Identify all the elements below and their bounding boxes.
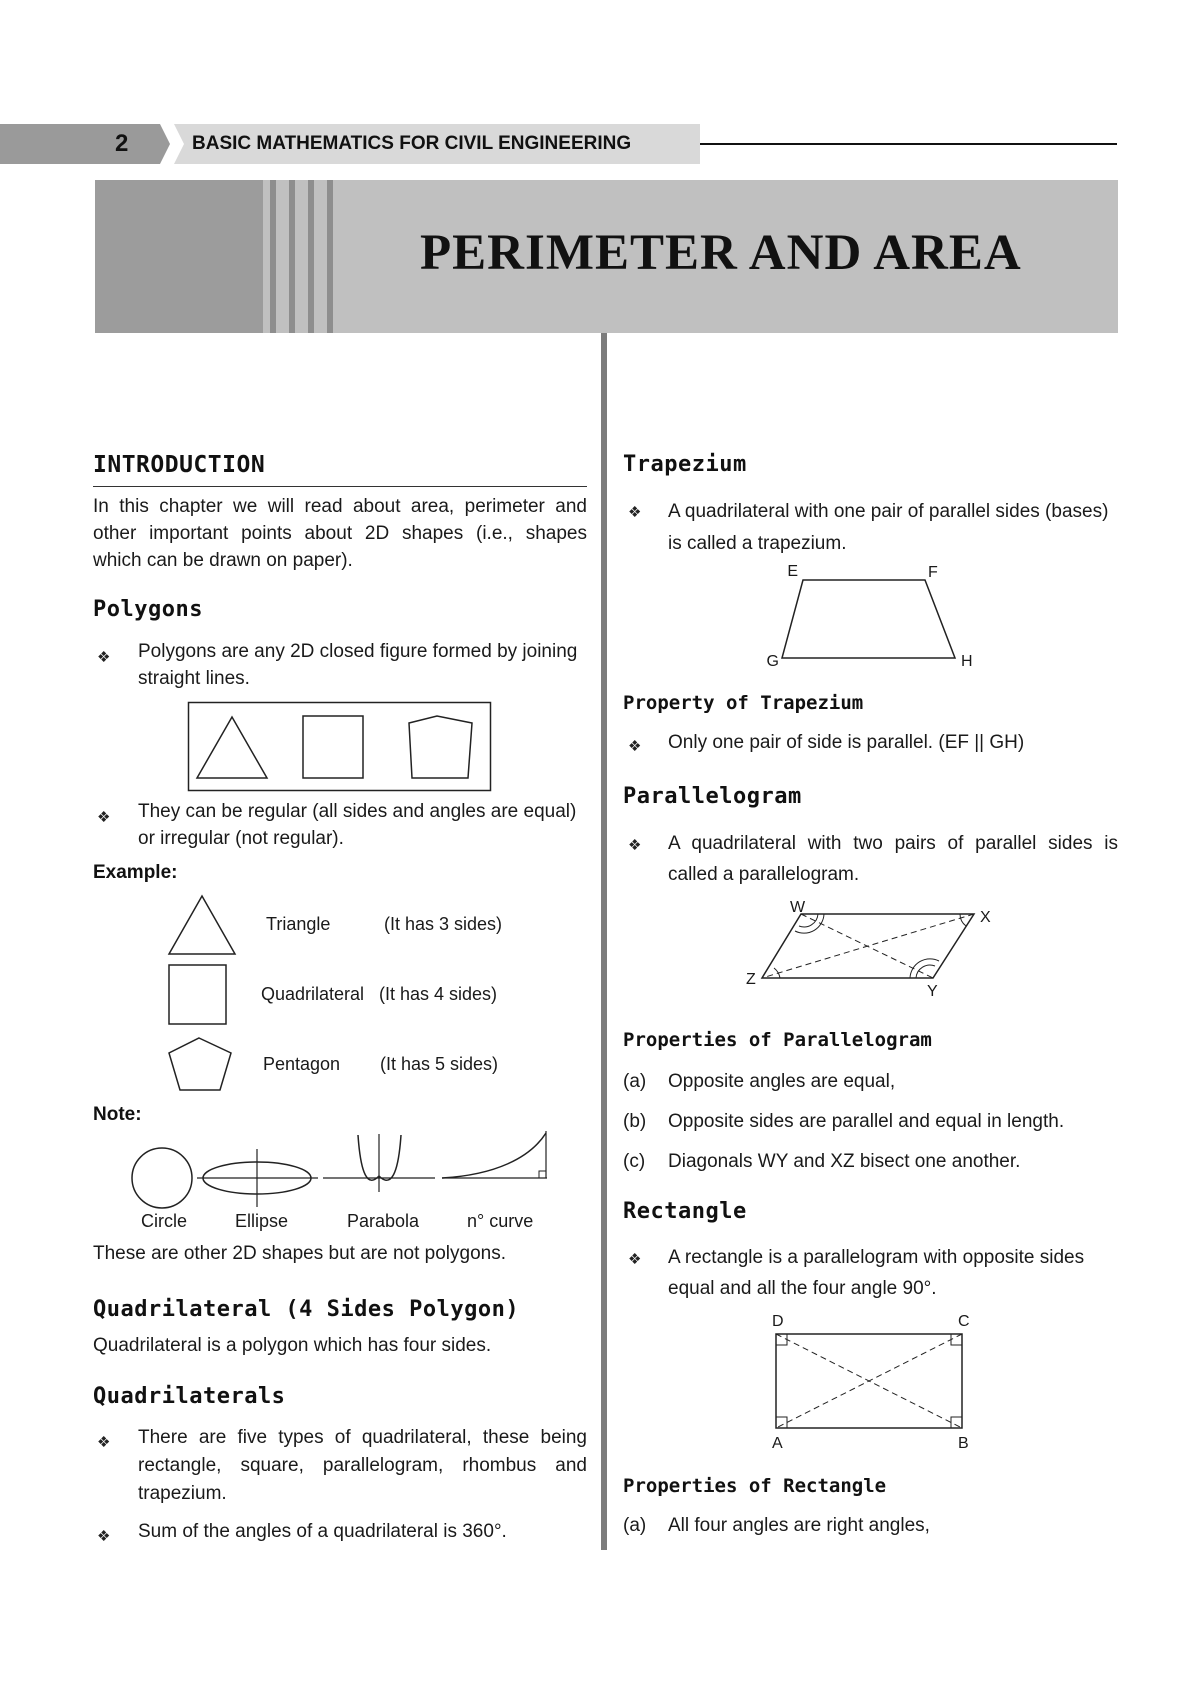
quadrilaterals-heading: Quadrilaterals [93, 1384, 286, 1409]
trapezium-property-bullet: Only one pair of side is parallel. (EF || GH) [668, 732, 1025, 753]
example-name: Pentagon [263, 1054, 341, 1074]
parallelogram-property: Diagonals WY and XZ bisect one another. [668, 1151, 1021, 1172]
parallelogram-figure [740, 899, 1000, 1002]
right-angle-marker [539, 1171, 546, 1178]
bullet-icon: ❖ [628, 504, 642, 521]
polygon-shapes-figure [188, 702, 492, 792]
quadrilateral-heading: Quadrilateral (4 Sides Polygon) [93, 1297, 520, 1322]
trapezium-property-heading: Property of Trapezium [623, 692, 864, 714]
parallelogram-bullet: A quadrilateral with two pairs of parallel sides is called a parallelogram. [668, 833, 1118, 885]
vertex-label-c: C [958, 1313, 970, 1330]
quadrilateral-text: Quadrilateral is a polygon which has four sides. [93, 1335, 492, 1356]
banner-dark-block [95, 180, 263, 333]
right-angle-marker-d [776, 1334, 787, 1345]
curve-label: Ellipse [235, 1211, 289, 1231]
chapter-title: PERIMETER AND AREA [420, 225, 1022, 281]
property-marker: (a) [623, 1515, 647, 1536]
bullet-icon: ❖ [628, 837, 642, 854]
intro-heading: INTRODUCTION [93, 452, 266, 478]
example-square [169, 965, 226, 1024]
rectangle-figure [760, 1310, 980, 1455]
trapezium-bullet: A quadrilateral with one pair of parallel sides (bases) is called a trapezium. [668, 501, 1109, 554]
bullet-icon: ❖ [97, 1528, 111, 1545]
right-angle-marker-a [776, 1417, 787, 1428]
quadrilaterals-bullet-1: There are five types of quadrilateral, these being rectangle, square, parallelogram, rhombus and trapezium. [138, 1427, 587, 1504]
banner-stripe [270, 180, 276, 333]
curve-label: Parabola [347, 1211, 420, 1231]
curve-label: Circle [141, 1211, 188, 1231]
header-page-tab [0, 124, 170, 164]
rectangle-heading: Rectangle [623, 1199, 747, 1224]
polygons-bullet-1: Polygons are any 2D closed figure formed by joining straight lines. [138, 641, 578, 689]
parallelogram-heading: Parallelogram [623, 784, 802, 809]
rectangle-property: All four angles are right angles, [668, 1515, 930, 1536]
vertex-label-g: G [766, 653, 779, 670]
intro-text: In this chapter we will read about area, perimeter and other important points about 2D shapes (i.e., shapes which can be drawn on paper). [93, 496, 587, 571]
bullet-icon: ❖ [97, 809, 111, 826]
property-marker: (b) [623, 1111, 647, 1132]
vertex-label-b: B [958, 1435, 969, 1452]
rectangle-properties-heading: Properties of Rectangle [623, 1475, 887, 1497]
banner-stripe [327, 180, 333, 333]
example-name: Quadrilateral [261, 984, 365, 1004]
property-marker: (c) [623, 1151, 646, 1172]
banner-stripe [308, 180, 314, 333]
vertex-label-z: Z [746, 971, 756, 988]
page-number: 2 [115, 130, 129, 157]
header-rule [700, 143, 1117, 145]
banner-stripe [289, 180, 295, 333]
vertex-label-y: Y [927, 983, 938, 1000]
book-title: BASIC MATHEMATICS FOR CIVIL ENGINEERING [192, 133, 632, 154]
polygons-bullet-2: They can be regular (all sides and angles are equal) or irregular (not regular). [138, 801, 577, 849]
non-polygon-text: These are other 2D shapes but are not polygons. [93, 1243, 506, 1264]
vertex-label-h: H [961, 653, 973, 670]
bullet-icon: ❖ [628, 738, 642, 755]
intro-heading-rule [93, 486, 587, 487]
column-divider [601, 333, 607, 1550]
example-pentagon [169, 1038, 231, 1090]
example-triangle [169, 896, 235, 954]
square-shape [303, 716, 363, 778]
right-angle-marker-b [951, 1417, 962, 1428]
example-name: Triangle [266, 914, 331, 934]
parallelogram-property: Opposite angles are equal, [668, 1071, 896, 1092]
vertex-label-a: A [772, 1435, 783, 1452]
parallelogram-property: Opposite sides are parallel and equal in length. [668, 1111, 1065, 1132]
vertex-label-x: X [980, 909, 991, 926]
example-note: (It has 4 sides) [379, 984, 498, 1004]
n-degree-curve-shape [442, 1133, 546, 1178]
polygons-heading: Polygons [93, 597, 203, 622]
example-label: Example: [93, 862, 178, 883]
bullet-icon: ❖ [97, 1434, 111, 1451]
triangle-shape [197, 717, 267, 778]
example-note: (It has 3 sides) [384, 914, 503, 934]
angle-arc-x [960, 914, 966, 926]
vertex-label-w: W [790, 899, 806, 916]
parallelogram-properties-heading: Properties of Parallelogram [623, 1029, 932, 1051]
example-note: (It has 5 sides) [380, 1054, 499, 1074]
trapezium-shape [782, 580, 955, 658]
vertex-label-d: D [772, 1313, 784, 1330]
vertex-label-e: E [787, 563, 798, 580]
irregular-pentagon-shape [409, 716, 472, 778]
bullet-icon: ❖ [628, 1251, 642, 1268]
note-label: Note: [93, 1104, 142, 1125]
circle-shape [132, 1148, 192, 1208]
rectangle-bullet: A rectangle is a parallelogram with opposite sides equal and all the four angle 90°. [668, 1247, 1085, 1299]
example-shapes [166, 893, 238, 1095]
property-marker: (a) [623, 1071, 647, 1092]
curve-label: n° curve [467, 1211, 534, 1231]
quadrilaterals-bullet-2: Sum of the angles of a quadrilateral is 360°. [138, 1521, 507, 1542]
bullet-icon: ❖ [97, 649, 111, 666]
vertex-label-f: F [928, 564, 938, 581]
right-angle-marker-c [951, 1334, 962, 1345]
diagonal-xz [762, 914, 974, 978]
trapezium-heading: Trapezium [623, 452, 747, 477]
trapezium-figure [760, 563, 980, 671]
